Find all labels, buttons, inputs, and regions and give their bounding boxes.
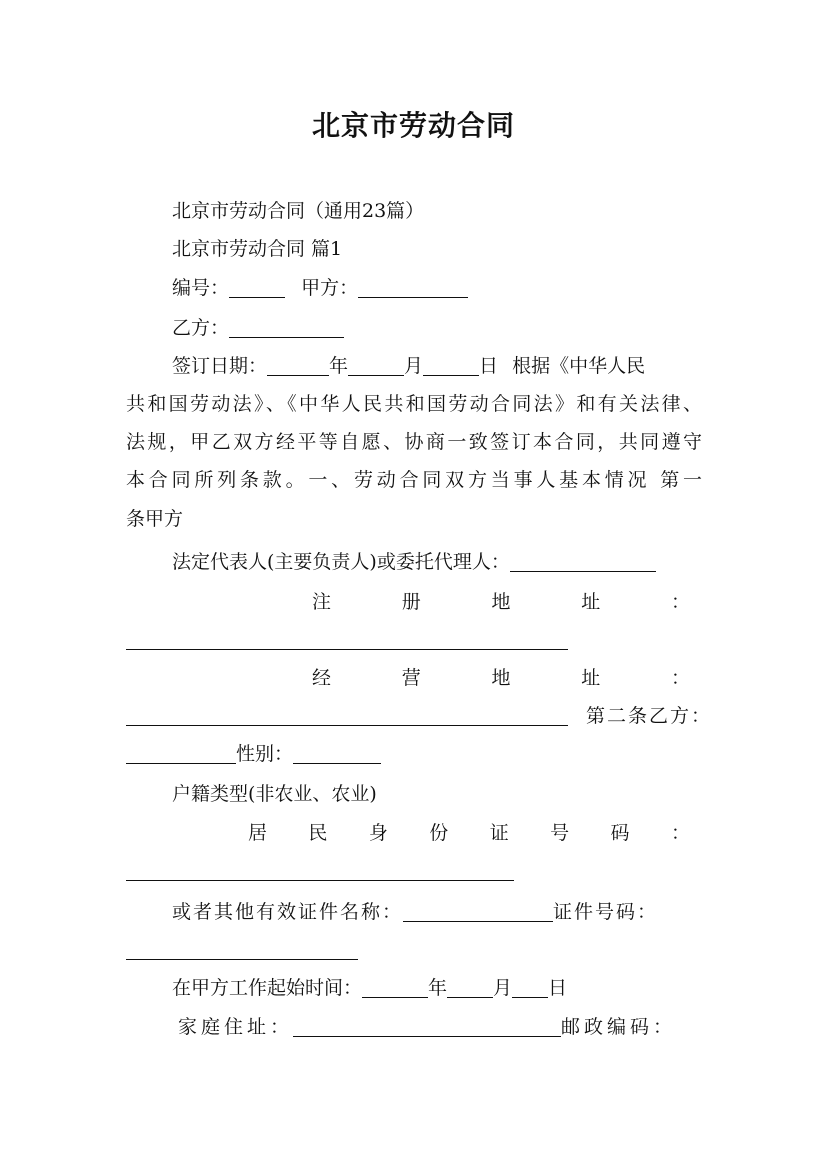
business-address-blank xyxy=(126,703,568,726)
sign-day-blank xyxy=(423,353,479,376)
other-id-blank xyxy=(403,899,553,922)
year-label: 年 xyxy=(329,355,349,377)
document-title: 北京市劳动合同 xyxy=(311,109,515,142)
start-time-label: 在甲方工作起始时间： xyxy=(172,977,363,999)
sign-year-blank xyxy=(267,353,329,376)
section-heading: 北京市劳动合同 篇1 xyxy=(172,238,343,260)
party-b-label: 乙方： xyxy=(172,317,230,339)
article-2-heading: 第二条乙方： xyxy=(586,705,713,727)
other-id-label: 或者其他有效证件名称： xyxy=(172,901,404,923)
party-b-name-blank xyxy=(126,741,236,764)
cert-number-label: 证件号码： xyxy=(553,901,659,923)
business-address-label: 经 营 地 址 ： xyxy=(312,667,690,689)
home-address-blank xyxy=(293,1014,561,1037)
basis-line-2: 共和国劳动法》、《中华人民共和国劳动合同法》和有关法律、 xyxy=(126,393,702,415)
legal-rep-label: 法定代表人(主要负责人)或委托代理人： xyxy=(172,551,510,573)
party-b-name-gender-line xyxy=(126,735,702,773)
month-label: 月 xyxy=(404,355,424,377)
id-number-label: 居 民 身 份 证 号 码 ： xyxy=(248,822,690,844)
home-address-line xyxy=(178,1008,698,1046)
start-year-blank xyxy=(362,975,428,998)
start-month-blank xyxy=(447,975,493,998)
basis-line-3: 法规，甲乙双方经平等自愿、协商一致签订本合同，共同遵守 xyxy=(126,431,702,453)
legal-rep-line xyxy=(172,543,702,581)
postcode-label: 邮政编码： xyxy=(561,1016,677,1038)
start-day-blank xyxy=(512,975,548,998)
party-a-label: 甲方： xyxy=(301,277,359,299)
basis-line-5: 条甲方 xyxy=(126,508,184,530)
start-time-line: 在甲方工作起始时间： 年 月 日 xyxy=(172,977,568,999)
hukou-type: 户籍类型(非农业、农业) xyxy=(172,783,377,805)
gender-blank xyxy=(293,741,381,764)
other-id-line xyxy=(172,893,702,931)
party-b-blank xyxy=(229,315,344,338)
legal-rep-blank xyxy=(510,549,656,572)
registered-address-label: 注 册 地 址 ： xyxy=(312,591,690,613)
cert-number-line xyxy=(126,931,702,969)
registered-address-line xyxy=(126,621,702,659)
id-number-line xyxy=(126,852,702,890)
home-address-label: 家庭住址： xyxy=(178,1016,294,1038)
party-a-blank xyxy=(358,275,468,298)
cert-number-blank xyxy=(126,937,358,960)
document-subtitle: 北京市劳动合同（通用23篇） xyxy=(172,200,425,222)
basis-line-4: 本合同所列条款。一、劳动合同双方当事人基本情况 第一 xyxy=(126,469,702,491)
sign-date-label: 签订日期： xyxy=(172,355,268,377)
number-party-a-line xyxy=(172,269,702,307)
day-label: 日 xyxy=(479,355,499,377)
sign-month-blank xyxy=(348,353,404,376)
business-address-line xyxy=(126,697,716,735)
number-blank xyxy=(229,275,285,298)
gender-label: 性别： xyxy=(236,743,294,765)
number-label: 编号： xyxy=(172,277,230,299)
sign-date-line xyxy=(172,347,702,385)
party-b-line xyxy=(172,309,702,347)
basis-text-start: 根据《中华人民 xyxy=(512,355,646,377)
registered-address-blank xyxy=(126,627,568,650)
id-number-blank xyxy=(126,858,514,881)
